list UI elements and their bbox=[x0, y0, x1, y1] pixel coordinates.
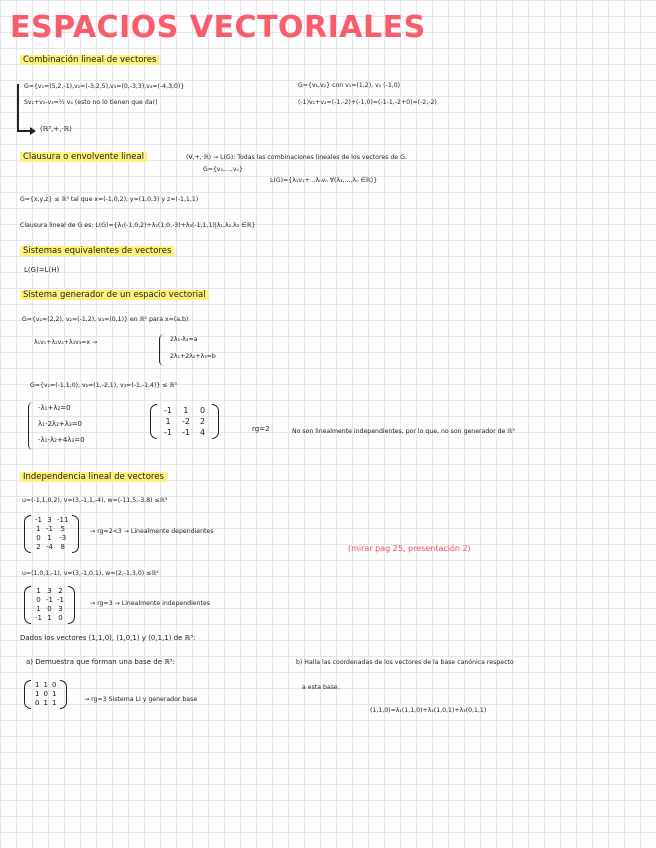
matrix-cell: 2 bbox=[58, 587, 63, 595]
s4-eq2: λ₁-2λ₂+λ₃=0 bbox=[38, 420, 83, 428]
matrix-cell: 1 bbox=[35, 681, 40, 689]
s6-part-b-line2: a esta base. bbox=[302, 684, 340, 691]
s6-part-a: a) Demuestra que forman una base de ℝ³: bbox=[26, 658, 175, 666]
page-title: ESPACIOS VECTORIALES bbox=[10, 10, 426, 45]
matrix-cell: 1 bbox=[165, 417, 171, 426]
matrix-cell: 1 bbox=[35, 690, 40, 698]
basis-matrix bbox=[24, 680, 67, 709]
matrix-cell: -1 bbox=[181, 428, 190, 437]
matrix-cell: 1 bbox=[43, 699, 48, 707]
s6-part-b-line1: b) Halla las coordenadas de los vectores de la base canónica respecto bbox=[296, 659, 514, 666]
s3-line1: L(G)=L(H) bbox=[24, 266, 60, 274]
left-arrow-line bbox=[17, 84, 19, 132]
matrix-cell: 5 bbox=[60, 525, 65, 533]
matrix-cell: 0 bbox=[36, 534, 41, 542]
matrix-cell: -1 bbox=[56, 596, 64, 604]
matrix-cell: 1 bbox=[36, 525, 41, 533]
system-brace bbox=[159, 334, 166, 366]
s1-right1: G={v₁,v₂} con v₁=(1,2), v₂ (-1,0) bbox=[298, 82, 401, 89]
left-arrow-hline bbox=[17, 130, 31, 132]
s2-line1: G={x,y,z} ≤ ℝ³ tal que x=(-1,0,2), y=(1,0,3) y z=(-1,1,1) bbox=[20, 196, 199, 203]
matrix-cell: 0 bbox=[199, 406, 206, 415]
s6-part-a-result: → rg=3 Sistema LI y generador base bbox=[84, 696, 198, 703]
s2-formula: L(G)={λ₁v₁+...λₙvₙ ∀(λ₁,...,λₙ ∈ℝ)} bbox=[270, 177, 378, 184]
matrix-cell: 1 bbox=[36, 587, 41, 595]
matrix-cell: -1 bbox=[35, 614, 42, 622]
heading-linear-combination: Combinación lineal de vectores bbox=[20, 55, 159, 65]
s4-line1: G={v₁=(2,2), v₂=(-1,2), v₃=(0,1)} en ℝ² para x=(a,b) bbox=[22, 316, 189, 323]
s2-head-rest: (V,+,·ℝ) → L(G): Todas las combinaciones lineales de los vectores de G. bbox=[186, 154, 407, 161]
s2-sub: G={v₁,...,vₙ} bbox=[203, 166, 243, 173]
s4-eq3: -λ₁-λ₂+4λ₃=0 bbox=[38, 436, 85, 444]
matrix-cell: 1 bbox=[47, 534, 52, 542]
matrix-cell: 1 bbox=[36, 605, 41, 613]
matrix-cell: 3 bbox=[47, 587, 52, 595]
matrix-cell: 4 bbox=[199, 428, 206, 437]
matrix-cell: -3 bbox=[59, 534, 67, 542]
s5-result2: → rg=3 → Linealmente independientes bbox=[90, 600, 210, 607]
matrix-cell: -1 bbox=[164, 428, 172, 437]
coefficient-matrix bbox=[150, 404, 219, 439]
matrix-cell: 1 bbox=[51, 699, 57, 707]
s1-line1: G={v₁=(5,2,-1),v₂=(-3,2,5),v₃=(0,-3,3),v₄=(-4,3,0)} bbox=[24, 83, 185, 90]
matrix-cell: 1 bbox=[47, 614, 52, 622]
s4-rank: rg=2 bbox=[252, 425, 270, 433]
matrix-cell: 8 bbox=[60, 543, 65, 551]
matrix-cell: 0 bbox=[36, 596, 41, 604]
matrix-cell: 0 bbox=[35, 699, 40, 707]
s4-sys2: 2λ₁+2λ₂+λ₃=b bbox=[170, 353, 216, 360]
equations-brace bbox=[28, 402, 35, 450]
matrix-cell: -1 bbox=[35, 516, 42, 524]
matrix-cell: 1 bbox=[183, 406, 189, 415]
s4-line3: G={v₁=(-1,1,0), v₂=(1,-2,1), v₃=(-1,-1,4)} ≤ ℝ³ bbox=[30, 382, 177, 389]
s6-part-b-line3: (1,1,0)=λ₁(1,1,0)+λ₂(1,0,1)+λ₃(0,1,1) bbox=[370, 707, 487, 714]
matrix-cell: 2 bbox=[36, 543, 41, 551]
matrix-cell: 0 bbox=[51, 681, 57, 689]
matrix-cell: -1 bbox=[45, 525, 53, 533]
matrix-cell: 2 bbox=[199, 417, 206, 426]
arrow-head-icon bbox=[30, 127, 36, 135]
matrix-independence bbox=[24, 586, 75, 624]
matrix-cell: -1 bbox=[45, 596, 53, 604]
s2-line2: Clausura lineal de G es: L(G)={λ₁(-1,0,2)+λ₂(1,0,-3)+λ₃(-1,1,1)|λ₁,λ₂,λ₃ ∈ℝ} bbox=[20, 222, 256, 229]
matrix-cell: 3 bbox=[47, 516, 52, 524]
s1-right2: (-1)v₁+v₂=(-1,-2)+(-1,0)=(-1-1,-2+0)=(-2,-2) bbox=[298, 99, 437, 106]
s1-line2: Sv₁+v₂-v₃=½ v₄ (esto no lo tienen que dar) bbox=[24, 99, 158, 106]
s5-line1: u=(-1,1,0,2), v=(3,-1,1,-4), w=(-11,5,-3,8) ≤ℝ⁴ bbox=[22, 497, 168, 504]
matrix-cell: -4 bbox=[45, 543, 53, 551]
matrix-cell: 3 bbox=[58, 605, 63, 613]
s1-line3: (ℝ³,+,·ℝ) bbox=[40, 125, 72, 133]
matrix-cell: 1 bbox=[43, 681, 48, 689]
heading-equivalent-systems: Sistemas equivalentes de vectores bbox=[20, 246, 174, 256]
matrix-dependence bbox=[24, 515, 79, 553]
heading-generating-system: Sistema generador de un espacio vectorial bbox=[20, 290, 209, 300]
matrix-cell: 1 bbox=[51, 690, 57, 698]
matrix-cell: -11 bbox=[56, 516, 69, 524]
matrix-cell: 0 bbox=[47, 605, 52, 613]
s4-note: No son linealmente independientes, por lo que, no son generador de ℝ³ bbox=[292, 428, 515, 435]
s4-line2: λ₁v₁+λ₂v₂+λ₃v₃=x → bbox=[34, 339, 98, 346]
s4-eq1: -λ₁+λ₂=0 bbox=[38, 404, 71, 412]
matrix-cell: -2 bbox=[181, 417, 190, 426]
matrix-cell: -1 bbox=[164, 406, 172, 415]
s4-sys1: 2λ₁-λ₂=a bbox=[170, 336, 198, 343]
s5-result1: → rg=2<3 → Linealmente dependientes bbox=[90, 528, 214, 535]
matrix-cell: 0 bbox=[43, 690, 48, 698]
s6-intro: Dados los vectores (1,1,0), (1,0,1) y (0,1,1) de ℝ³: bbox=[20, 634, 196, 642]
matrix-cell: 0 bbox=[58, 614, 63, 622]
heading-linear-span: Clausura o envolvente lineal bbox=[20, 152, 147, 162]
s5-line2: u=(1,0,1,-1), v=(3,-1,0,1), w=(2,-1,3,0) ≤ℝ⁴ bbox=[22, 570, 159, 577]
heading-linear-independence: Independencia lineal de vectores bbox=[20, 472, 167, 482]
s5-mirar-note: (mirar pag 25, presentación 2) bbox=[348, 544, 471, 553]
